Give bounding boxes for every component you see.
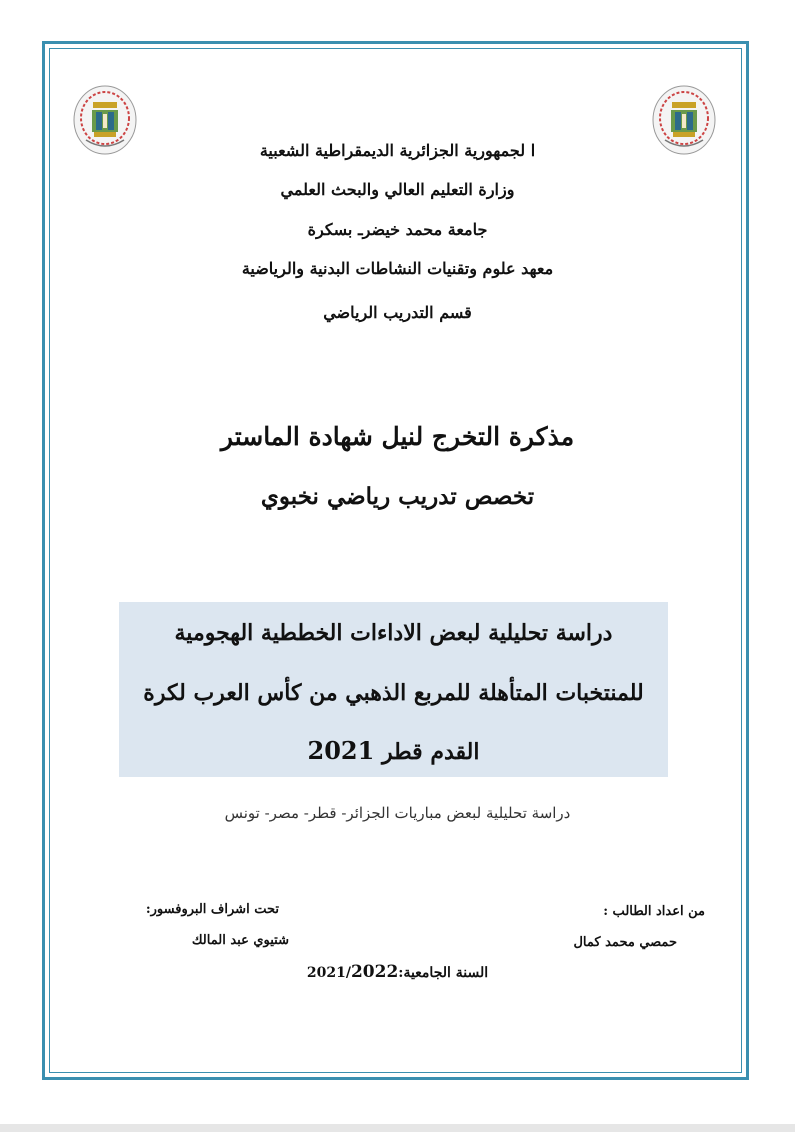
header-republic: ا لجمهورية الجزائرية الديمقراطية الشعبية	[259, 141, 536, 160]
viewer-bottom-strip	[0, 1124, 795, 1132]
header-university: جامعة محمد خيضرـ بسكرة	[307, 220, 488, 239]
academic-year-start: 2021	[306, 965, 346, 981]
topic-line-3-text: القدم قطر	[381, 739, 480, 765]
topic-line-1: دراسة تحليلية لبعض الاداءات الخططية الهجومية	[174, 620, 613, 646]
supervisor-label: تحت اشراف البروفسور:	[145, 902, 279, 917]
thesis-title: مذكرة التخرج لنيل شهادة الماستر	[220, 422, 575, 451]
topic-year: 2021	[307, 736, 375, 765]
header-institute: معهد علوم وتقنيات النشاطات البدنية والرياضية	[241, 259, 554, 278]
student-name: حمصي محمد كمال	[573, 935, 677, 950]
header-department: قسم التدريب الرياضي	[323, 303, 472, 322]
header-ministry: وزارة التعليم العالي والبحث العلمي	[280, 180, 515, 199]
academic-year-end: 2022	[350, 962, 399, 982]
thesis-specialty: تخصص تدريب رياضي نخبوي	[260, 483, 535, 510]
student-label: من اعداد الطالب :	[603, 904, 705, 919]
thesis-subtitle: دراسة تحليلية لبعض مباريات الجزائر- قطر- مصر- تونس	[224, 804, 571, 822]
topic-box	[119, 602, 668, 777]
page-border-inner	[49, 48, 742, 1073]
supervisor-name: شتيوي عبد المالك	[191, 933, 289, 948]
academic-year-label: السنة الجامعية:	[398, 965, 489, 981]
academic-year	[0, 962, 795, 982]
topic-line-3	[119, 736, 668, 765]
academic-year-sep: /	[345, 965, 351, 981]
topic-line-2: للمنتخبات المتأهلة للمربع الذهبي من كأس العرب لكرة	[143, 680, 644, 706]
